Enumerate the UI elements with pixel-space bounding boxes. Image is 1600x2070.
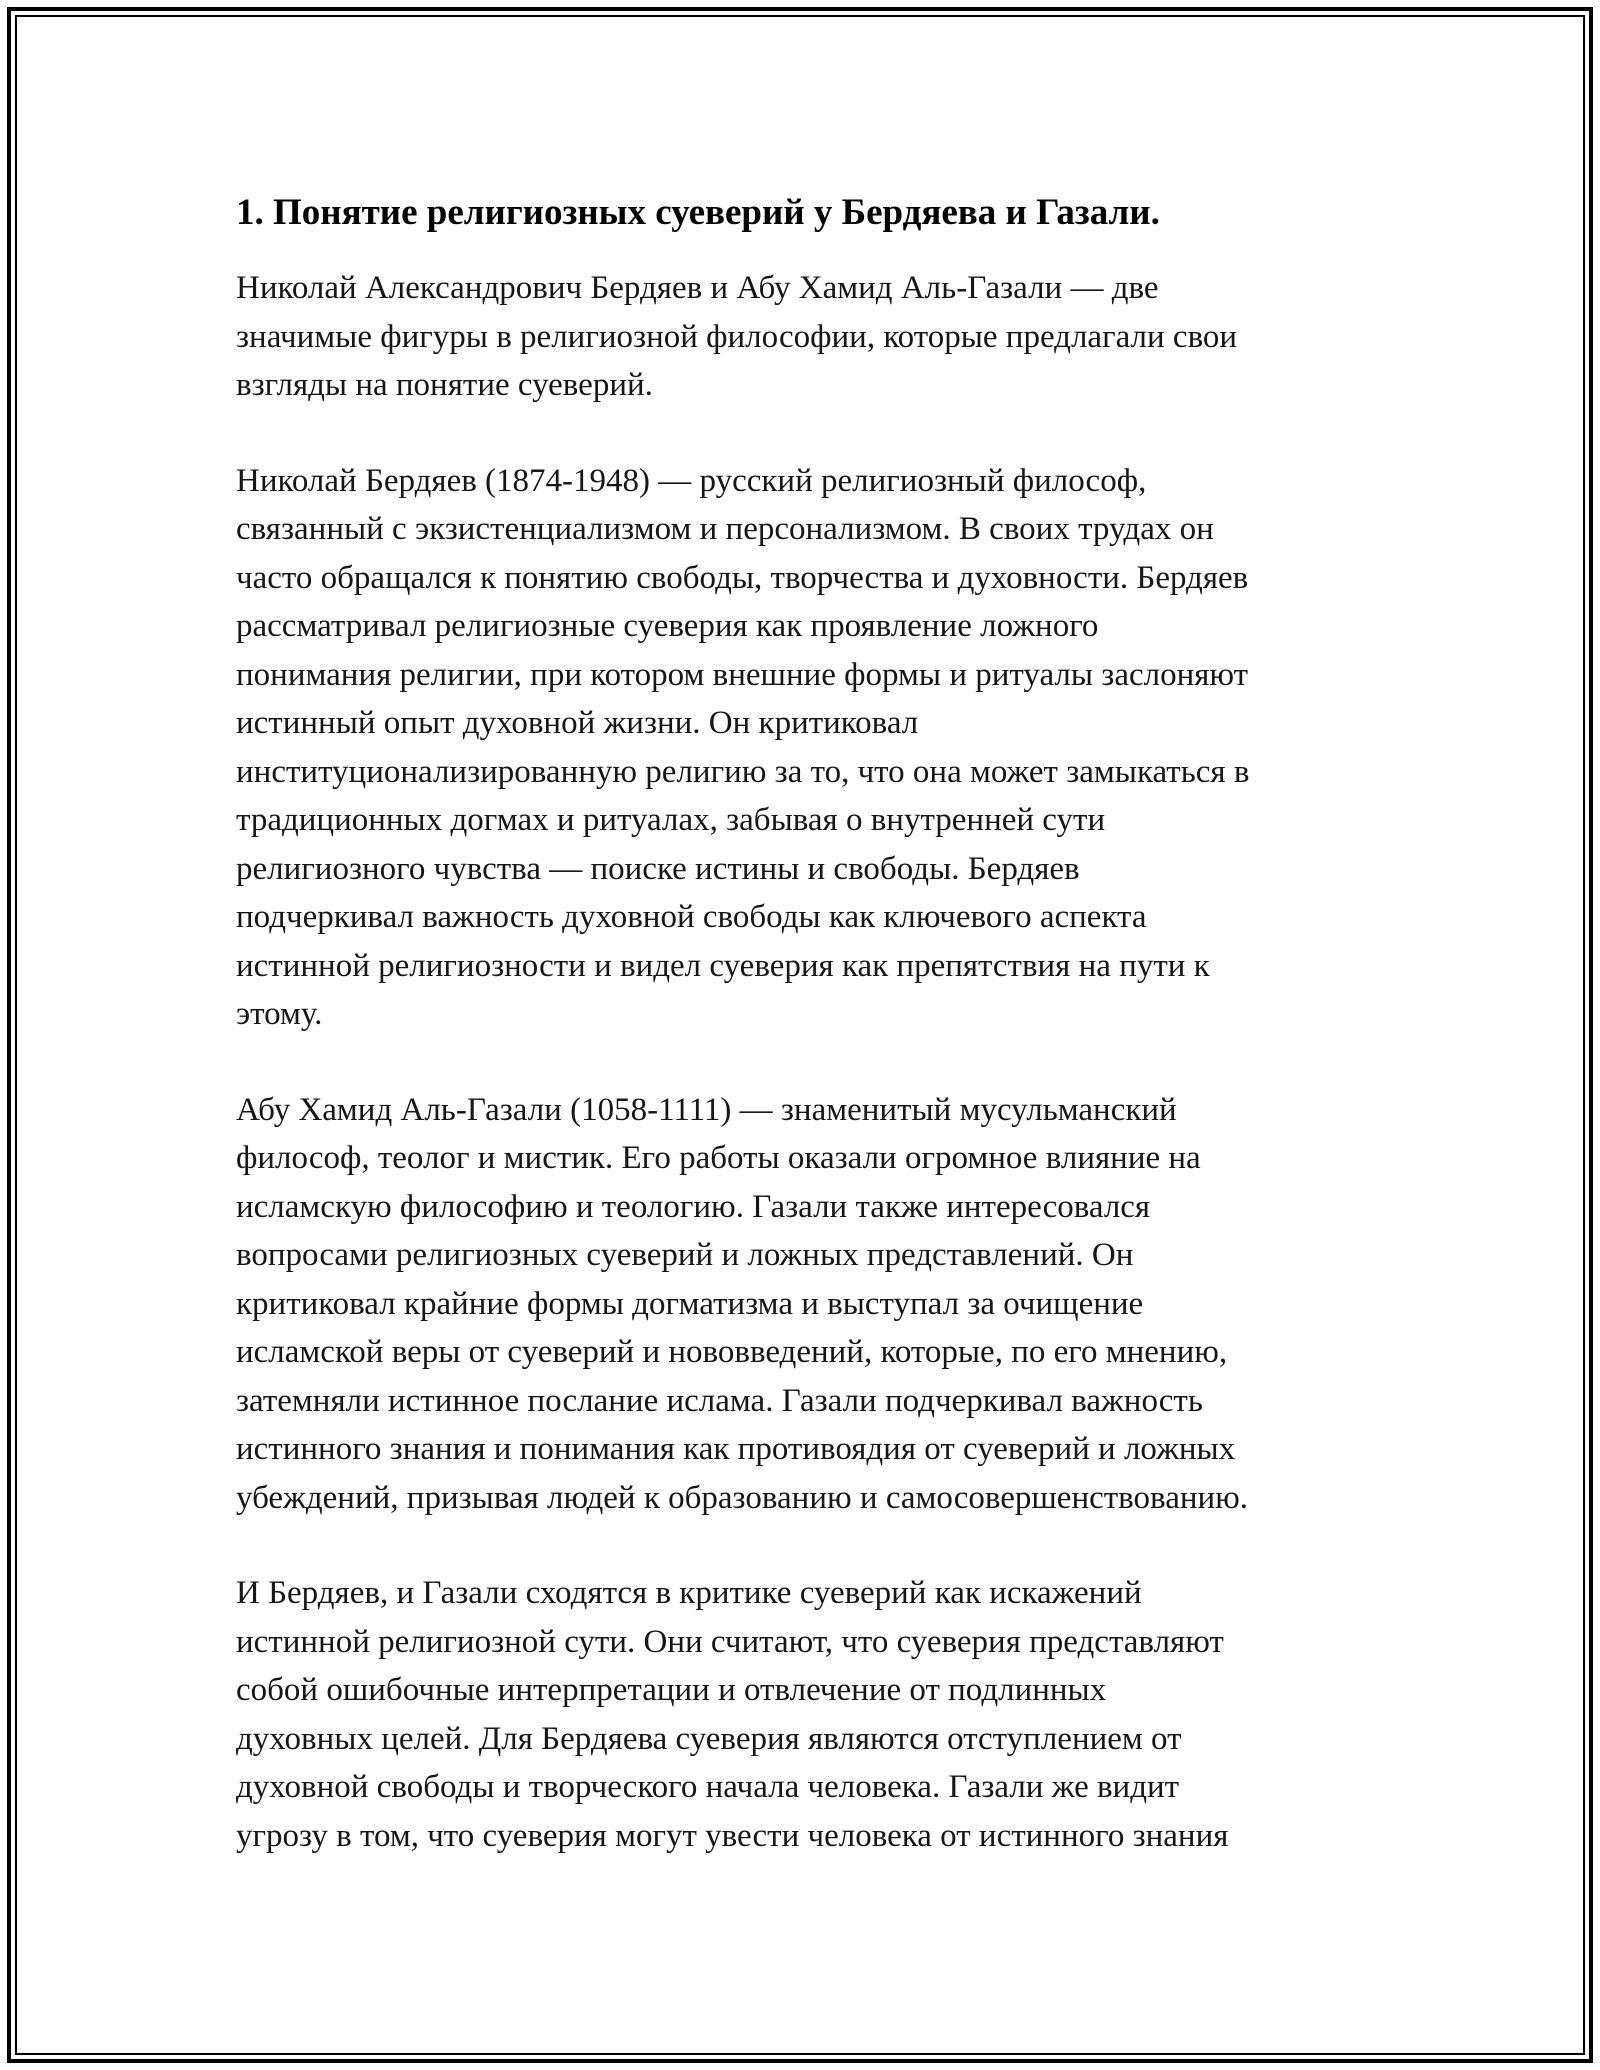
text-line: традиционных догмах и ритуалах, забывая о внутренней сути	[236, 802, 1106, 838]
paragraph	[236, 1569, 1396, 1860]
text-line: рассматривал религиозные суеверия как проявление ложного	[236, 608, 1099, 644]
text-line: Николай Александрович Бердяев и Абу Хамид Аль-Газали — две	[236, 270, 1159, 306]
text-line: философ, теолог и мистик. Его работы оказали огромное влияние на	[236, 1140, 1201, 1176]
text-line: взгляды на понятие суеверий.	[236, 367, 653, 403]
section-title: 1. Понятие религиозных суеверий у Бердяева и Газали.	[236, 192, 1160, 233]
text-line: Абу Хамид Аль-Газали (1058-1111) — знаменитый мусульманский	[236, 1091, 1177, 1128]
text-line: убеждений, призывая людей к образованию и самосовершенствованию.	[236, 1479, 1249, 1516]
text-line: связанный с экзистенциализмом и персонализмом. В своих трудах он	[236, 511, 1214, 547]
paragraph	[236, 1086, 1396, 1523]
text-line: вопросами религиозных суеверий и ложных представлений. Он	[236, 1237, 1134, 1273]
text-line: этому.	[236, 996, 323, 1032]
text-line: религиозного чувства — поиске истины и свободы. Бердяев	[236, 850, 1080, 887]
text-line: духовной свободы и творческого начала человека. Газали же видит	[236, 1769, 1180, 1805]
text-line: значимые фигуры в религиозной философии, которые предлагали свои	[236, 318, 1238, 355]
text-line: критиковал крайние формы догматизма и выступал за очищение	[236, 1285, 1144, 1322]
text-line: духовных целей. Для Бердяева суеверия являются отступлением от	[236, 1720, 1182, 1757]
text-line: угрозу в том, что суеверия могут увести человека от истинного знания	[236, 1817, 1229, 1854]
text-line: истинный опыт духовной жизни. Он критиковал	[236, 705, 919, 741]
text-line: институционализированную религию за то, что она может замыкаться в	[236, 753, 1250, 790]
text-line: собой ошибочные интерпретации и отвлечение от подлинных	[236, 1672, 1107, 1708]
paragraph	[236, 457, 1396, 1039]
text-line: истинного знания и понимания как противоядия от суеверий и ложных	[236, 1431, 1236, 1467]
document-body	[236, 264, 1396, 1860]
text-line: Николай Бердяев (1874-1948) — русский религиозный философ,	[236, 462, 1147, 499]
text-line: истинной религиозности и видел суеверия как препятствия на пути к	[236, 947, 1210, 984]
text-line: понимания религии, при котором внешние формы и ритуалы заслоняют	[236, 656, 1249, 693]
text-line: исламской веры от суеверий и нововведений, которые, по его мнению,	[236, 1334, 1228, 1370]
document-page	[236, 188, 1396, 1907]
text-line: исламскую философию и теологию. Газали также интересовался	[236, 1188, 1151, 1225]
text-line: И Бердяев, и Газали сходятся в критике суеверий как искажений	[236, 1575, 1142, 1611]
text-line: подчеркивал важность духовной свободы как ключевого аспекта	[236, 899, 1147, 935]
text-line: часто обращался к понятию свободы, творчества и духовности. Бердяев	[236, 559, 1249, 596]
text-line: истинной религиозной сути. Они считают, что суеверия представляют	[236, 1623, 1224, 1660]
paragraph	[236, 264, 1396, 410]
text-line: затемняли истинное послание ислама. Газали подчеркивал важность	[236, 1382, 1203, 1419]
